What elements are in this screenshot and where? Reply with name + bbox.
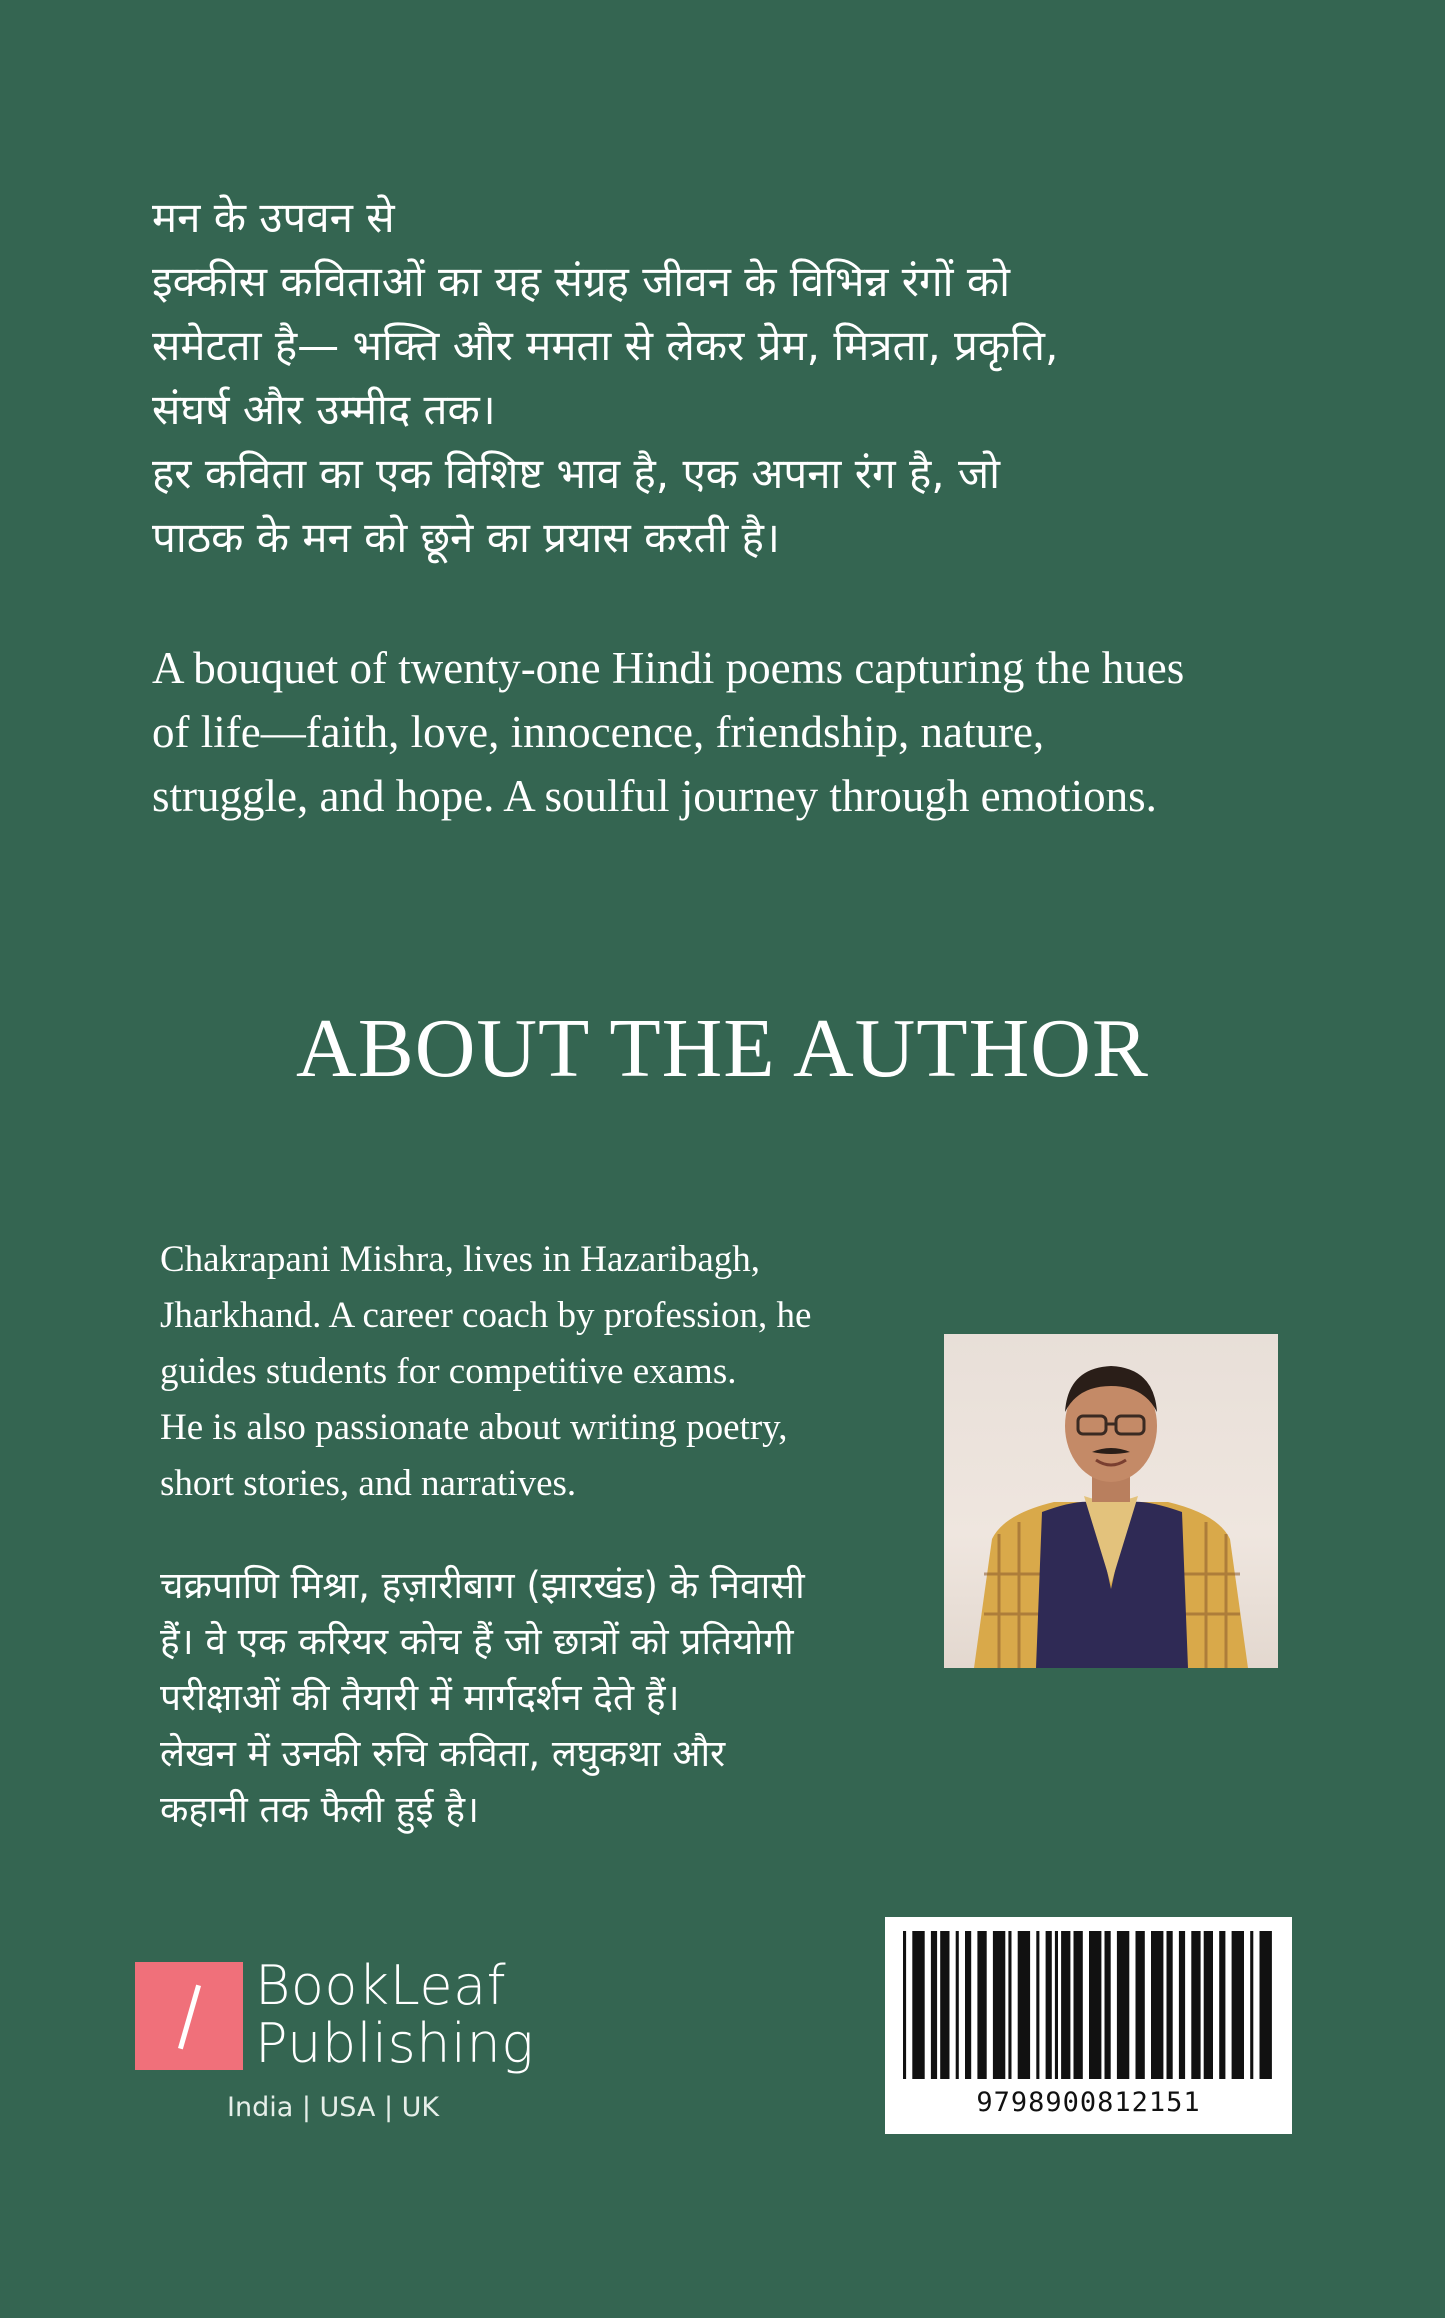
bio-hindi-line: कहानी तक फैली हुई है। <box>160 1788 479 1831</box>
barcode-bar <box>1074 1931 1083 2079</box>
isbn-number: 9798900812151 <box>976 2087 1201 2118</box>
publisher-logo-mark <box>135 1962 243 2070</box>
barcode-bar <box>1260 1931 1272 2079</box>
barcode-bar <box>1089 1931 1101 2079</box>
author-bio-english <box>160 1232 811 1512</box>
barcode-bar <box>1136 1931 1145 2079</box>
blurb-english-line: A bouquet of twenty-one Hindi poems capturing the hues <box>152 643 1185 693</box>
barcode-bar <box>1008 1931 1011 2079</box>
barcode-bar <box>1046 1931 1052 2079</box>
slash-icon <box>178 1985 201 2050</box>
publisher-name-line1: BookLeaf <box>255 1954 507 2017</box>
barcode-bar <box>912 1931 924 2079</box>
bio-english-line: Jharkhand. A career coach by profession, he <box>160 1295 812 1336</box>
barcode-bar <box>1232 1931 1244 2079</box>
barcode-bar <box>1117 1931 1129 2079</box>
barcode-bar <box>993 1931 1005 2079</box>
barcode-bar <box>1191 1931 1200 2079</box>
bio-english-line: Chakrapani Mishra, lives in Hazaribagh, <box>160 1239 761 1280</box>
barcode-bar <box>977 1931 986 2079</box>
author-bio-hindi <box>160 1558 805 1838</box>
barcode-bar <box>1055 1931 1058 2079</box>
barcode-bar <box>931 1931 937 2079</box>
bio-english-line: He is also passionate about writing poetry, <box>160 1407 788 1448</box>
about-heading: ABOUT THE AUTHOR <box>296 1002 1149 1095</box>
blurb-hindi-line: इक्कीस कविताओं का यह संग्रह जीवन के विभिन्न रंगों को <box>152 257 1010 306</box>
blurb-hindi-line: हर कविता का एक विशिष्ट भाव है, एक अपना रंग है, जो <box>152 449 1000 498</box>
bio-hindi-line: हैं। वे एक करियर कोच हैं जो छात्रों को प्रतियोगी <box>160 1620 794 1663</box>
author-portrait-illustration <box>944 1334 1278 1668</box>
bio-hindi-line: लेखन में उनकी रुचि कविता, लघुकथा और <box>160 1732 726 1775</box>
barcode-bar <box>1105 1931 1111 2079</box>
blurb-hindi-line: समेटता है— भक्ति और ममता से लेकर प्रेम, मित्रता, प्रकृति, <box>152 321 1059 370</box>
barcode-bar <box>1061 1931 1070 2079</box>
publisher-tagline: India | USA | UK <box>227 2092 440 2123</box>
barcode-bar <box>1167 1931 1173 2079</box>
author-photo <box>944 1334 1278 1668</box>
barcode-bar <box>1018 1931 1030 2079</box>
bio-hindi-line: चक्रपाणि मिश्रा, हज़ारीबाग (झारखंड) के निवासी <box>160 1564 805 1607</box>
blurb-hindi-line: पाठक के मन को छूने का प्रयास करती है। <box>152 513 780 562</box>
bio-english-line: short stories, and narratives. <box>160 1463 577 1504</box>
barcode-bar <box>1250 1931 1253 2079</box>
blurb-english <box>152 636 1184 828</box>
blurb-hindi <box>152 186 1058 570</box>
barcode-bar <box>1219 1931 1225 2079</box>
barcode-bar <box>1204 1931 1213 2079</box>
barcode-bar <box>965 1931 971 2079</box>
barcode-bar <box>1036 1931 1039 2079</box>
blurb-hindi-line: संघर्ष और उम्मीद तक। <box>152 385 496 434</box>
barcode-bar <box>940 1931 949 2079</box>
publisher-name-line2: Publishing <box>255 2012 535 2075</box>
barcode-bar <box>1151 1931 1163 2079</box>
barcode-bars <box>899 1931 1279 2081</box>
blurb-english-line: struggle, and hope. A soulful journey through emotions. <box>152 771 1157 821</box>
bio-english-line: guides students for competitive exams. <box>160 1351 737 1392</box>
blurb-english-line: of life—faith, love, innocence, friendship, nature, <box>152 707 1045 757</box>
barcode <box>885 1917 1292 2134</box>
bio-hindi-line: परीक्षाओं की तैयारी में मार्गदर्शन देते हैं। <box>160 1676 680 1719</box>
barcode-bar <box>956 1931 959 2079</box>
blurb-hindi-line: मन के उपवन से <box>152 193 395 242</box>
barcode-bar <box>903 1931 906 2079</box>
barcode-bar <box>1179 1931 1185 2079</box>
